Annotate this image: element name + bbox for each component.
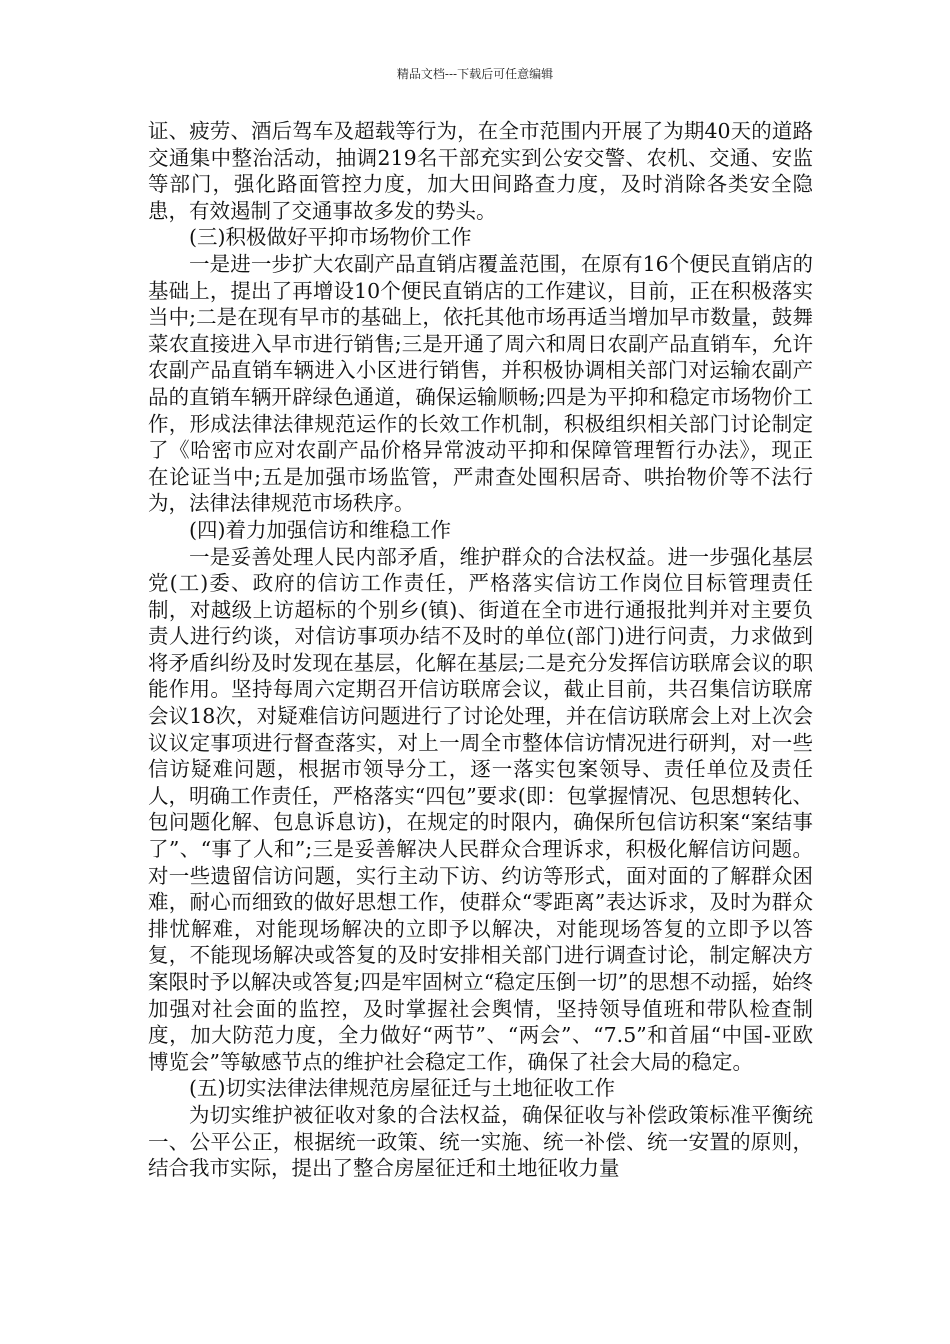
page-header: 精品文档---下载后可任意编辑 — [396, 67, 554, 81]
paragraph-prices: 一是进一步扩大农副产品直销店覆盖范围，在原有16个便民直销店的基础上，提出了再增设10个便民直销店的工作建议，目前，正在积极落实当中;二是在现有早市的基础上，依托其他市场再适当增加早市数量，鼓舞菜农直接进入早市进行销售;三是开通了周六和周日农副产品直销车，允许农副产品直销车辆进入小区进行销售，并积极协调相关部门对运输农副产品的直销车辆开辟绿色通道，确保运输顺畅;四是为平抑和稳定市场物价工作，形成法律法律规范运作的长效工作机制，积极组织相关部门讨论制定了《哈密市应对农副产品价格异常波动平抑和保障管理暂行办法》，现正在论证当中;五是加强市场监管，严肃查处囤积居奇、哄抬物价等不法行为，法律法律规范市场秩序。 — [148, 251, 813, 516]
paragraph-land: 为切实维护被征收对象的合法权益，确保征收与补偿政策标准平衡统一、公平公正，根据统一政策、统一实施、统一补偿、统一安置的原则，结合我市实际，提出了整合房屋征迁和土地征收力量 — [148, 1102, 813, 1181]
paragraph-continuation-traffic: 证、疲劳、酒后驾车及超载等行为，在全市范围内开展了为期40天的道路交通集中整治活动，抽调219名干部充实到公安交警、农机、交通、安监等部门，强化路面管控力度，加大田间路查力度，及时消除各类安全隐患，有效遏制了交通事故多发的势头。 — [148, 119, 813, 223]
section-heading-petitions: (四)着力加强信访和维稳工作 — [189, 517, 451, 542]
section-heading-prices: (三)积极做好平抑市场物价工作 — [189, 225, 472, 250]
document-body — [148, 118, 813, 1182]
paragraph-petitions: 一是妥善处理人民内部矛盾，维护群众的合法权益。进一步强化基层党(工)委、政府的信访工作责任，严格落实信访工作岗位目标管理责任制，对越级上访超标的个别乡(镇)、街道在全市进行通报批判并对主要负责人进行约谈，对信访事项办结不及时的单位(部门)进行问责，力求做到将矛盾纠纷及时发现在基层，化解在基层;二是充分发挥信访联席会议的职能作用。坚持每周六定期召开信访联席会议，截止目前，共召集信访联席会议18次，对疑难信访问题进行了讨论处理，并在信访联席会上对上次会议议定事项进行督查落实，对上一周全市整体信访情况进行研判，对一些信访疑难问题，根据市领导分工，逐一落实包案领导、责任单位及责任人，明确工作责任，严格落实“四包”要求(即：包掌握情况、包思想转化、包问题化解、包息诉息访)，在规定的时限内，确保所包信访积案“案结事了”、“事了人和”;三是妥善解决人民群众合理诉求，积极化解信访问题。对一些遗留信访问题，实行主动下访、约访等形式，面对面的了解群众困难，耐心而细致的做好思想工作，使群众“零距离”表达诉求，及时为群众排忧解难，对能现场解决的立即予以解决，对能现场答复的立即予以答复，不能现场解决或答复的及时安排相关部门进行调查讨论，制定解决方案限时予以解决或答复;四是牢固树立“稳定压倒一切”的思想不动摇，始终加强对社会面的监控，及时掌握社会舆情，坚持领导值班和带队检查制度，加大防范力度，全力做好“两节”、“两会”、“7.5”和首届“中国-亚欧博览会”等敏感节点的维护社会稳定工作，确保了社会大局的稳定。 — [148, 544, 813, 1074]
section-heading-land: (五)切实法律法律规范房屋征迁与土地征收工作 — [189, 1076, 615, 1101]
